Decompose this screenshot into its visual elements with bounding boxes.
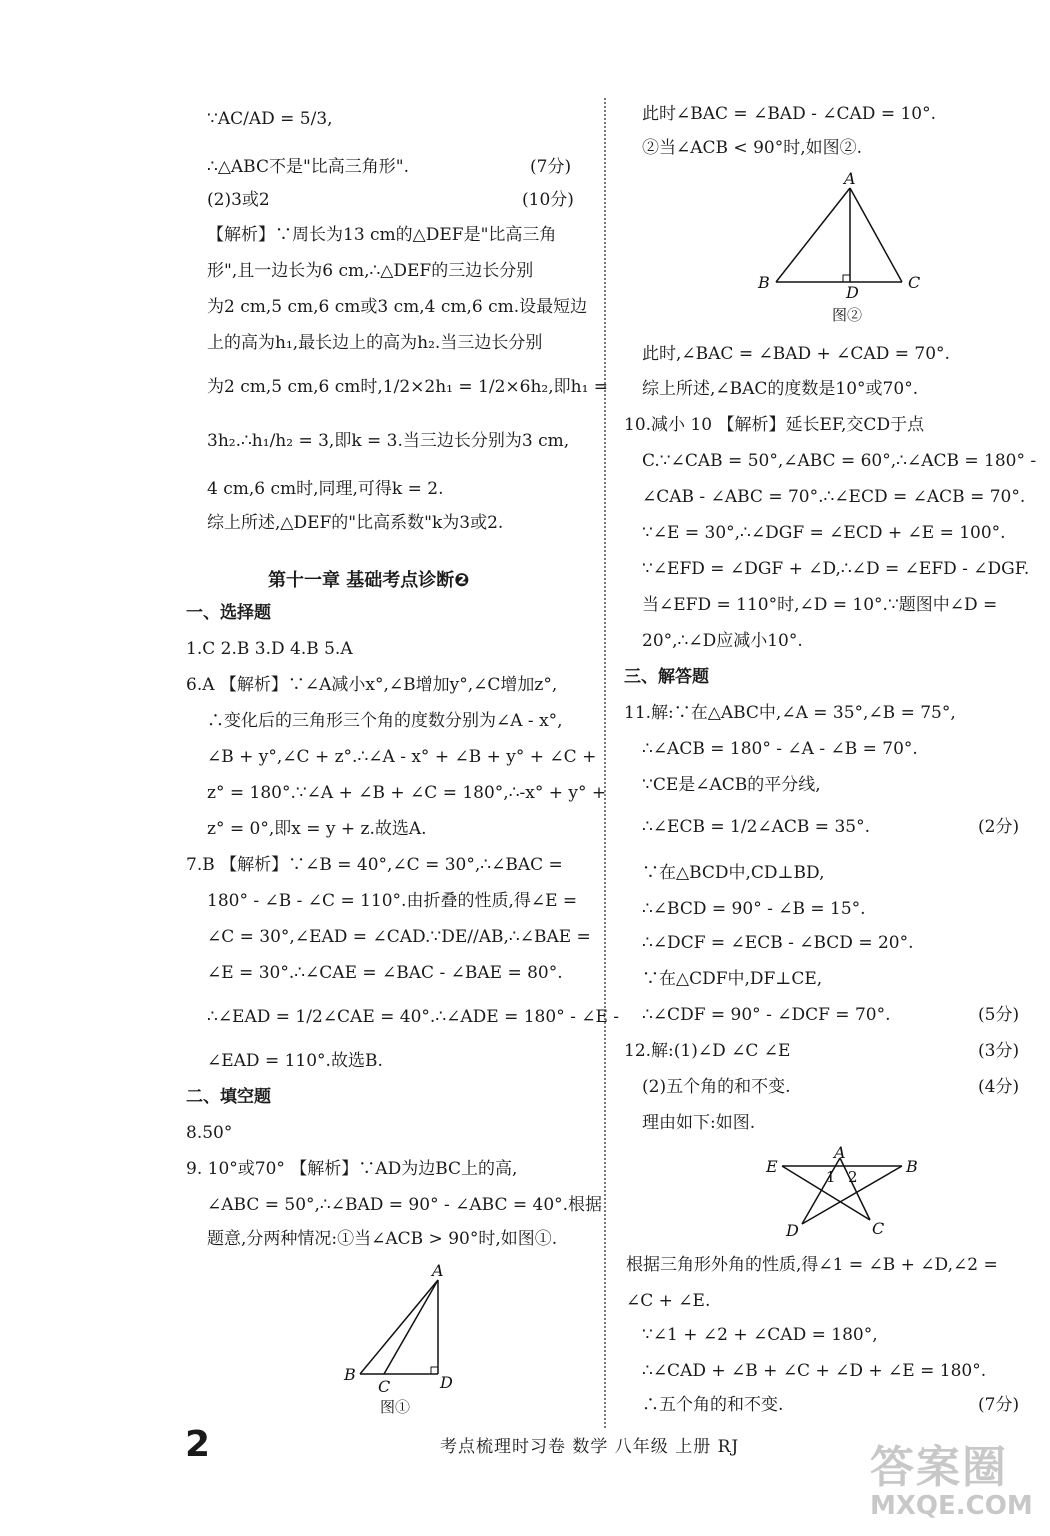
- fig3-label-a: A: [834, 1143, 846, 1162]
- text-line: ∠ABC = 50°,∴∠BAD = 90° - ∠ABC = 40°.根据: [207, 1195, 603, 1215]
- text-line: ∵在△BCD中,CD⊥BD,: [642, 863, 825, 883]
- fig1-label-a: A: [432, 1261, 444, 1280]
- text-line: ∠EAD = 110°.故选B.: [207, 1051, 383, 1071]
- text-line: ∠B + y°,∠C + z°.∴∠A - x° + ∠B + y° + ∠C +: [207, 747, 597, 767]
- watermark-logo: [870, 1442, 1040, 1530]
- figure-2-triangle: [752, 170, 932, 330]
- text-line: 为2 cm,5 cm,6 cm或3 cm,4 cm,6 cm.设最短边: [207, 297, 588, 317]
- text-line: ∴∠CDF = 90° - ∠DCF = 70°.: [642, 1005, 891, 1025]
- column-divider: [604, 98, 606, 1428]
- fig1-caption: 图①: [380, 1398, 411, 1416]
- text-line: 6.A 【解析】∵∠A减小x°,∠B增加y°,∠C增加z°,: [186, 675, 558, 695]
- text-line: 【解析】∵周长为13 cm的△DEF是"比高三角: [207, 225, 557, 245]
- text-line: ∴∠CAD + ∠B + ∠C + ∠D + ∠E = 180°.: [642, 1361, 987, 1381]
- text-line: 9. 10°或70° 【解析】∵AD为边BC上的高,: [186, 1159, 518, 1179]
- text-line: (2)五个角的和不变.: [642, 1077, 791, 1097]
- text-line: 形",且一边长为6 cm,∴△DEF的三边长分别: [207, 261, 534, 281]
- fig2-label-c: C: [908, 273, 921, 292]
- fig1-label-d: D: [440, 1373, 453, 1392]
- fig3-label-d: D: [786, 1221, 799, 1240]
- text-line: ∠C + ∠E.: [626, 1291, 711, 1311]
- text-line: 12.解:(1)∠D ∠C ∠E: [624, 1041, 791, 1061]
- text-line: 3h₂.∴h₁/h₂ = 3,即k = 3.当三边长分别为3 cm,: [207, 431, 570, 451]
- watermark-line-1: 答案圈: [870, 1442, 1008, 1493]
- fig3-label-b: B: [906, 1157, 918, 1176]
- text-line: 根据三角形外角的性质,得∠1 = ∠B + ∠D,∠2 =: [626, 1255, 998, 1275]
- text-line: 7.B 【解析】∵∠B = 40°,∠C = 30°,∴∠BAC =: [186, 855, 563, 875]
- text-line: 20°,∴∠D应减小10°.: [642, 631, 803, 651]
- text-line: 综上所述,∠BAC的度数是10°或70°.: [642, 379, 919, 399]
- score-note: (5分): [978, 1005, 1020, 1025]
- fig1-label-c: C: [378, 1377, 391, 1396]
- watermark-line-2: MXQE.COM: [870, 1491, 1033, 1521]
- text-line: ∠CAB - ∠ABC = 70°.∴∠ECD = ∠ACB = 70°.: [642, 487, 1026, 507]
- page-number: 2: [185, 1424, 211, 1465]
- text-line: C.∵∠CAB = 50°,∠ABC = 60°,∴∠ACB = 180° -: [642, 451, 1037, 471]
- text-line: ∵AC/AD = 5/3,: [207, 109, 333, 129]
- text-line: z° = 180°.∵∠A + ∠B + ∠C = 180°,∴-x° + y° +: [207, 783, 607, 803]
- fig2-label-b: B: [758, 273, 770, 292]
- text-line: ∴∠ECB = 1/2∠ACB = 35°.: [642, 817, 870, 837]
- fig2-label-a: A: [844, 169, 856, 188]
- text-line: (2)3或2: [207, 190, 270, 210]
- text-line: ∴五个角的和不变.: [642, 1395, 784, 1415]
- fig2-label-d: D: [846, 283, 859, 302]
- fig2-caption: 图②: [832, 306, 863, 324]
- fig1-label-b: B: [344, 1365, 356, 1384]
- figure-3-star: [762, 1144, 922, 1244]
- text-line: ②当∠ACB < 90°时,如图②.: [642, 138, 863, 158]
- score-note: (10分): [522, 190, 574, 210]
- text-line: ∠E = 30°.∴∠CAE = ∠BAC - ∠BAE = 80°.: [207, 963, 563, 983]
- text-line: ∵∠1 + ∠2 + ∠CAD = 180°,: [642, 1325, 878, 1345]
- text-line: ∴∠DCF = ∠ECB - ∠BCD = 20°.: [642, 933, 914, 953]
- fig3-angle-2: 2: [848, 1168, 858, 1186]
- score-note: (2分): [978, 817, 1020, 837]
- figure-1-triangle: [340, 1262, 470, 1422]
- fig3-label-e: E: [766, 1157, 778, 1176]
- text-line: 4 cm,6 cm时,同理,可得k = 2.: [207, 479, 444, 499]
- text-line: ∴∠ACB = 180° - ∠A - ∠B = 70°.: [642, 739, 918, 759]
- fig3-angle-1: 1: [826, 1168, 836, 1186]
- fig3-label-c: C: [872, 1219, 885, 1238]
- score-note: (7分): [530, 157, 572, 177]
- text-line: 8.50°: [186, 1123, 233, 1143]
- text-line: ∵在△CDF中,DF⊥CE,: [642, 969, 823, 989]
- text-line: 综上所述,△DEF的"比高系数"k为3或2.: [207, 513, 504, 533]
- text-line: ∵CE是∠ACB的平分线,: [642, 775, 821, 795]
- text-line: ∵∠EFD = ∠DGF + ∠D,∴∠D = ∠EFD - ∠DGF.: [642, 559, 1030, 579]
- text-line: ∵∠E = 30°,∴∠DGF = ∠ECD + ∠E = 100°.: [642, 523, 1006, 543]
- text-line: 理由如下:如图.: [642, 1113, 756, 1133]
- text-line: 10.减小 10 【解析】延长EF,交CD于点: [624, 415, 925, 435]
- text-line: 此时,∠BAC = ∠BAD + ∠CAD = 70°.: [642, 344, 950, 364]
- chapter-heading: 第十一章 基础考点诊断❷: [268, 570, 470, 591]
- text-line: 此时∠BAC = ∠BAD - ∠CAD = 10°.: [642, 104, 937, 124]
- score-note: (3分): [978, 1041, 1020, 1061]
- text-line: 题意,分两种情况:①当∠ACB > 90°时,如图①.: [207, 1229, 558, 1249]
- text-line: z° = 0°,即x = y + z.故选A.: [207, 819, 427, 839]
- text-line: 为2 cm,5 cm,6 cm时,1/2×2h₁ = 1/2×6h₂,即h₁ =: [207, 377, 609, 397]
- text-line: 上的高为h₁,最长边上的高为h₂.当三边长分别: [207, 333, 543, 353]
- text-line: 1.C 2.B 3.D 4.B 5.A: [186, 639, 353, 659]
- section-heading: 二、填空题: [186, 1087, 271, 1107]
- text-line: 180° - ∠B - ∠C = 110°.由折叠的性质,得∠E =: [207, 891, 578, 911]
- text-line: ∴变化后的三角形三个角的度数分别为∠A - x°,: [207, 711, 563, 731]
- score-note: (4分): [978, 1077, 1020, 1097]
- text-line: 当∠EFD = 110°时,∠D = 10°.∵题图中∠D =: [642, 595, 998, 615]
- section-heading: 三、解答题: [624, 667, 709, 687]
- section-heading: 一、选择题: [186, 603, 271, 623]
- text-line: ∴△ABC不是"比高三角形".: [207, 157, 410, 177]
- text-line: ∴∠EAD = 1/2∠CAE = 40°.∴∠ADE = 180° - ∠E -: [207, 1007, 620, 1027]
- score-note: (7分): [978, 1395, 1020, 1415]
- text-line: ∠C = 30°,∠EAD = ∠CAD.∵DE//AB,∴∠BAE =: [207, 927, 591, 947]
- text-line: 11.解:∵在△ABC中,∠A = 35°,∠B = 75°,: [624, 703, 956, 723]
- text-line: ∴∠BCD = 90° - ∠B = 15°.: [642, 899, 866, 919]
- book-title-footer: 考点梳理时习卷 数学 八年级 上册 RJ: [440, 1437, 740, 1457]
